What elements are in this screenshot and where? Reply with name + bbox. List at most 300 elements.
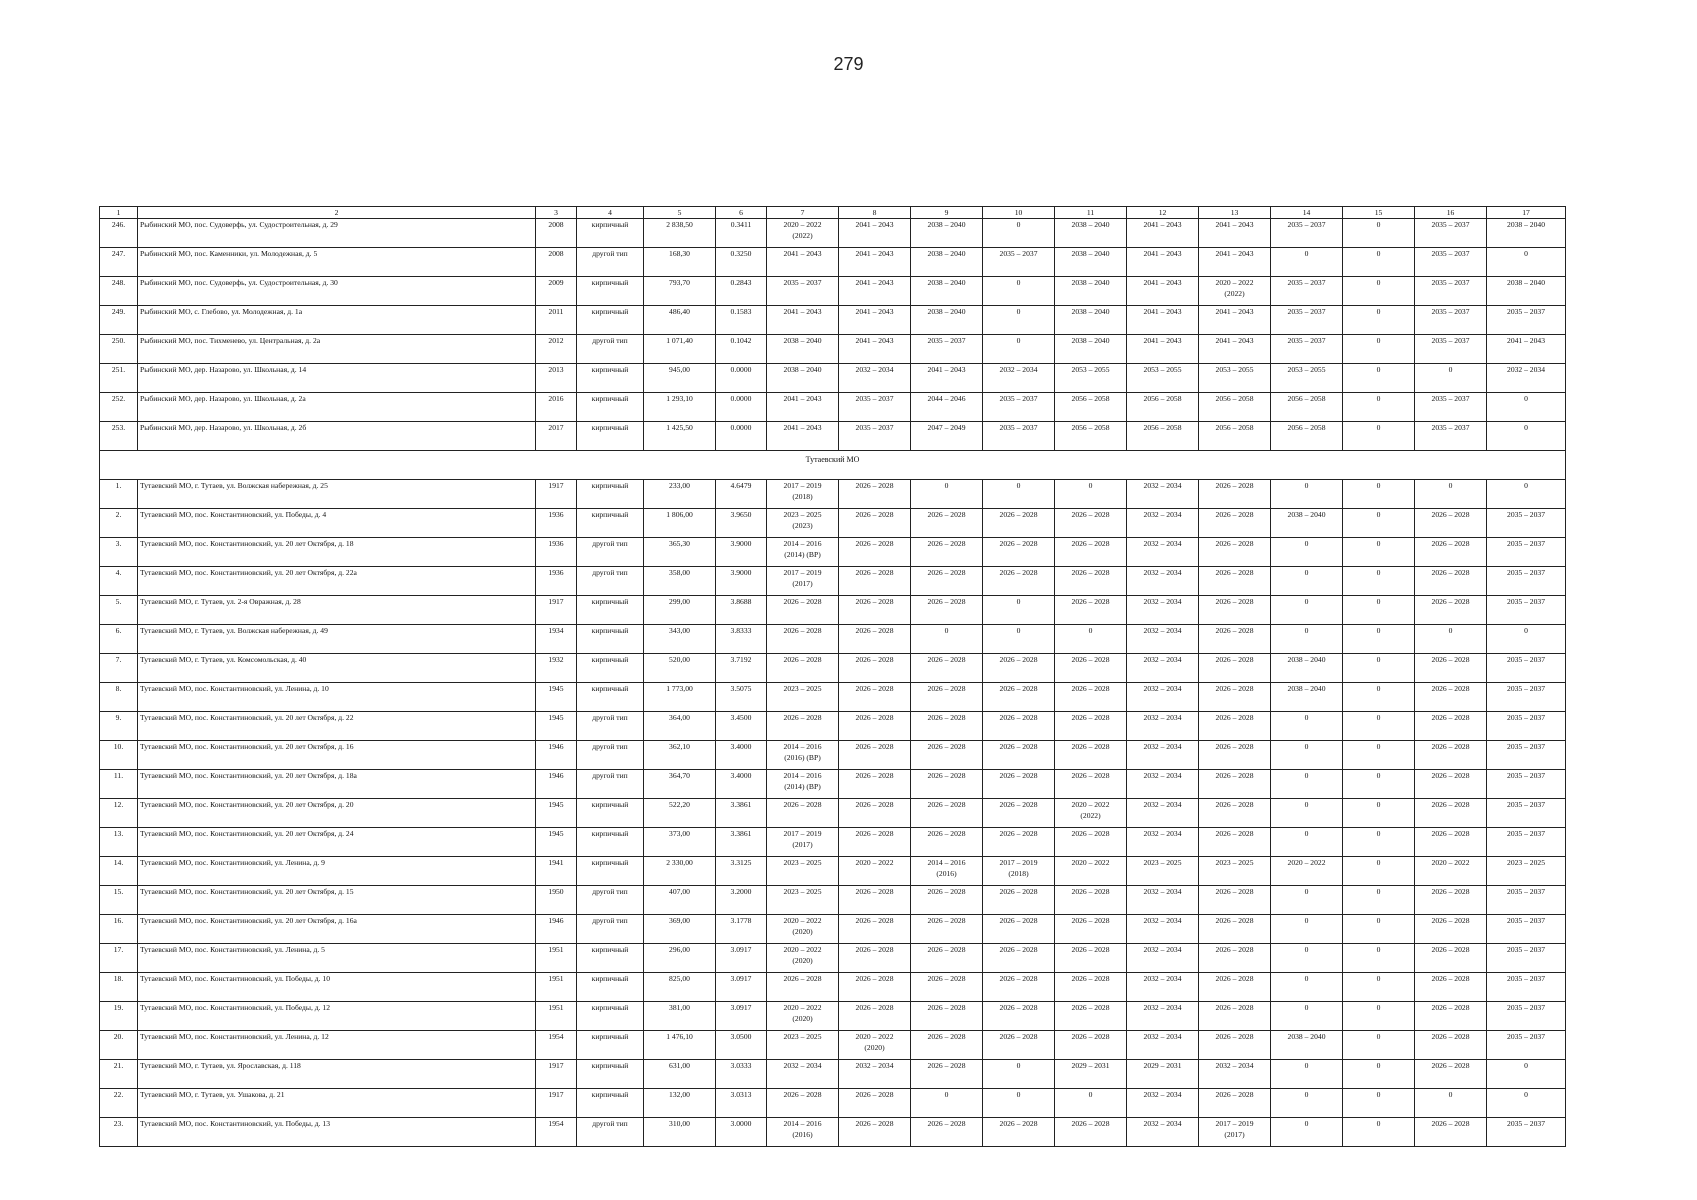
table-cell: 2026 – 2028 xyxy=(1415,741,1487,770)
table-cell: 2026 – 2028 xyxy=(839,944,911,973)
address-cell: Тутаевский МО, пос. Константиновский, ул. 20 лет Октября, д. 24 xyxy=(138,828,536,857)
table-cell: 0 xyxy=(1271,1089,1343,1118)
table-cell: 2026 – 2028 xyxy=(1055,973,1127,1002)
row-number: 9. xyxy=(100,712,138,741)
table-cell: 0 xyxy=(1343,625,1415,654)
table-cell: 2026 – 2028 xyxy=(1055,567,1127,596)
table-cell: 2041 – 2043 xyxy=(1127,306,1199,335)
table-cell: 2029 – 2031 xyxy=(1127,1060,1199,1089)
table-cell: 3.2000 xyxy=(716,886,767,915)
table-cell: 0 xyxy=(1415,1089,1487,1118)
table-cell: 0 xyxy=(1343,567,1415,596)
row-number: 3. xyxy=(100,538,138,567)
table-cell: 2017 – 2019 (2018) xyxy=(767,480,839,509)
table-cell: 1917 xyxy=(536,1060,577,1089)
table-row xyxy=(100,596,1566,625)
row-number: 16. xyxy=(100,915,138,944)
table-cell: 1936 xyxy=(536,509,577,538)
table-cell: 2026 – 2028 xyxy=(767,1089,839,1118)
table-cell: 3.0917 xyxy=(716,944,767,973)
table-cell: 2035 – 2037 xyxy=(1487,654,1566,683)
column-number: 1 xyxy=(100,207,138,219)
table-cell: 0 xyxy=(911,625,983,654)
table-cell: 2038 – 2040 xyxy=(1487,277,1566,306)
table-cell: 3.8333 xyxy=(716,625,767,654)
table-cell: 2038 – 2040 xyxy=(1487,219,1566,248)
table-cell: 0 xyxy=(1343,219,1415,248)
table-cell: другой тип xyxy=(577,770,644,799)
table-cell: 2026 – 2028 xyxy=(1415,1031,1487,1060)
table-cell: 2053 – 2055 xyxy=(1199,364,1271,393)
table-cell: 2026 – 2028 xyxy=(839,683,911,712)
address-cell: Тутаевский МО, г. Тутаев, ул. 2-я Овражная, д. 28 xyxy=(138,596,536,625)
row-number: 249. xyxy=(100,306,138,335)
table-cell: кирпичный xyxy=(577,277,644,306)
table-cell: 0 xyxy=(1415,625,1487,654)
row-number: 246. xyxy=(100,219,138,248)
table-cell: 1917 xyxy=(536,1089,577,1118)
table-cell: 2026 – 2028 xyxy=(1199,915,1271,944)
address-cell: Тутаевский МО, г. Тутаев, ул. Ушакова, д. 21 xyxy=(138,1089,536,1118)
table-cell: 1945 xyxy=(536,683,577,712)
address-cell: Тутаевский МО, г. Тутаев, ул. Комсомольская, д. 40 xyxy=(138,654,536,683)
table-cell: 2017 – 2019 (2017) xyxy=(767,567,839,596)
table-cell: 0 xyxy=(1055,625,1127,654)
table-cell: 0 xyxy=(1343,654,1415,683)
table-cell: 2032 – 2034 xyxy=(1127,712,1199,741)
address-cell: Рыбинский МО, пос. Судоверфь, ул. Судостроительная, д. 30 xyxy=(138,277,536,306)
table-cell: 2026 – 2028 xyxy=(911,770,983,799)
table-cell: 2026 – 2028 xyxy=(911,915,983,944)
table-cell: 2041 – 2043 xyxy=(1127,248,1199,277)
table-cell: 2032 – 2034 xyxy=(1127,828,1199,857)
table-cell: 2026 – 2028 xyxy=(1055,683,1127,712)
table-cell: 2026 – 2028 xyxy=(1199,741,1271,770)
table-cell: 2041 – 2043 xyxy=(767,248,839,277)
table-cell: 2026 – 2028 xyxy=(1055,596,1127,625)
table-cell: 2011 xyxy=(536,306,577,335)
table-cell: 2026 – 2028 xyxy=(983,567,1055,596)
table-cell: 0 xyxy=(1271,712,1343,741)
table-cell: 2026 – 2028 xyxy=(1055,770,1127,799)
table-cell: 2041 – 2043 xyxy=(1127,219,1199,248)
table-row xyxy=(100,886,1566,915)
table-cell: 2026 – 2028 xyxy=(1415,538,1487,567)
column-number: 4 xyxy=(577,207,644,219)
row-number: 11. xyxy=(100,770,138,799)
row-number: 13. xyxy=(100,828,138,857)
table-row xyxy=(100,567,1566,596)
table-cell: кирпичный xyxy=(577,1060,644,1089)
table-cell: 2056 – 2058 xyxy=(1199,393,1271,422)
table-cell: 2026 – 2028 xyxy=(1415,828,1487,857)
table-cell: 0 xyxy=(1271,799,1343,828)
table-cell: 2041 – 2043 xyxy=(767,393,839,422)
table-cell: 2038 – 2040 xyxy=(767,335,839,364)
table-cell: 0 xyxy=(1271,625,1343,654)
address-cell: Тутаевский МО, г. Тутаев, ул. Волжская набережная, д. 25 xyxy=(138,480,536,509)
table-cell: 2008 xyxy=(536,219,577,248)
table-row xyxy=(100,538,1566,567)
table-cell: 1 476,10 xyxy=(644,1031,716,1060)
table-cell: 2032 – 2034 xyxy=(839,364,911,393)
table-cell: 3.3861 xyxy=(716,828,767,857)
table-cell: 2026 – 2028 xyxy=(983,1031,1055,1060)
table-cell: 2038 – 2040 xyxy=(1055,248,1127,277)
table-cell: 343,00 xyxy=(644,625,716,654)
table-cell: 2017 xyxy=(536,422,577,451)
table-cell: 2032 – 2034 xyxy=(1127,886,1199,915)
table-cell: 3.9650 xyxy=(716,509,767,538)
table-cell: 0.2843 xyxy=(716,277,767,306)
column-number: 17 xyxy=(1487,207,1566,219)
row-number: 5. xyxy=(100,596,138,625)
table-cell: 2023 – 2025 xyxy=(767,857,839,886)
table-cell: другой тип xyxy=(577,741,644,770)
table-cell: 0 xyxy=(1415,364,1487,393)
table-cell: 2032 – 2034 xyxy=(1127,944,1199,973)
table-cell: 2020 – 2022 (2020) xyxy=(767,944,839,973)
address-cell: Тутаевский МО, пос. Константиновский, ул. 20 лет Октября, д. 18а xyxy=(138,770,536,799)
table-cell: 2035 – 2037 xyxy=(1487,306,1566,335)
table-cell: другой тип xyxy=(577,712,644,741)
table-row xyxy=(100,1118,1566,1147)
table-cell: 2023 – 2025 xyxy=(767,886,839,915)
table-cell: 2023 – 2025 xyxy=(1199,857,1271,886)
table-cell: 0 xyxy=(1343,538,1415,567)
row-number: 18. xyxy=(100,973,138,1002)
table-cell: 2035 – 2037 xyxy=(1271,306,1343,335)
table-cell: 2026 – 2028 xyxy=(1055,538,1127,567)
row-number: 250. xyxy=(100,335,138,364)
table-cell: 0 xyxy=(1487,248,1566,277)
column-number: 12 xyxy=(1127,207,1199,219)
table-cell: 1941 xyxy=(536,857,577,886)
address-cell: Рыбинский МО, пос. Каменники, ул. Молодежная, д. 5 xyxy=(138,248,536,277)
table-row xyxy=(100,915,1566,944)
table-cell: 3.9000 xyxy=(716,538,767,567)
table-cell: кирпичный xyxy=(577,393,644,422)
table-cell: 0 xyxy=(1271,915,1343,944)
table-cell: 2026 – 2028 xyxy=(767,654,839,683)
row-number: 22. xyxy=(100,1089,138,1118)
table-cell: 2035 – 2037 xyxy=(1487,915,1566,944)
table-row xyxy=(100,770,1566,799)
table-cell: 407,00 xyxy=(644,886,716,915)
column-number: 9 xyxy=(911,207,983,219)
table-cell: кирпичный xyxy=(577,654,644,683)
table-cell: 2026 – 2028 xyxy=(983,1118,1055,1147)
table-cell: 0 xyxy=(1343,306,1415,335)
table-cell: 2026 – 2028 xyxy=(1199,828,1271,857)
column-number: 13 xyxy=(1199,207,1271,219)
table-cell: 2026 – 2028 xyxy=(839,1089,911,1118)
row-number: 6. xyxy=(100,625,138,654)
table-cell: 2026 – 2028 xyxy=(1199,770,1271,799)
table-cell: 2026 – 2028 xyxy=(1199,973,1271,1002)
section-header-cell xyxy=(100,451,1566,480)
table-cell: 2017 – 2019 (2017) xyxy=(1199,1118,1271,1147)
table-cell: 2038 – 2040 xyxy=(1271,654,1343,683)
table-cell: 3.4000 xyxy=(716,770,767,799)
table-cell: 2026 – 2028 xyxy=(839,741,911,770)
row-number: 253. xyxy=(100,422,138,451)
column-number: 5 xyxy=(644,207,716,219)
table-cell: 2026 – 2028 xyxy=(1415,973,1487,1002)
table-cell: 2032 – 2034 xyxy=(767,1060,839,1089)
table-cell: 2041 – 2043 xyxy=(1487,335,1566,364)
table-cell: 2020 – 2022 xyxy=(1271,857,1343,886)
table-cell: 2032 – 2034 xyxy=(1127,1118,1199,1147)
table-cell: 2026 – 2028 xyxy=(1415,886,1487,915)
table-cell: 369,00 xyxy=(644,915,716,944)
table-cell: 2032 – 2034 xyxy=(1127,567,1199,596)
table-cell: 1945 xyxy=(536,828,577,857)
table-cell: 2041 – 2043 xyxy=(1127,277,1199,306)
table-cell: 0 xyxy=(983,625,1055,654)
table-cell: 0 xyxy=(1487,393,1566,422)
table-cell: 2023 – 2025 xyxy=(1487,857,1566,886)
table-cell: 2023 – 2025 (2023) xyxy=(767,509,839,538)
table-cell: 2026 – 2028 xyxy=(839,538,911,567)
table-cell: 2016 xyxy=(536,393,577,422)
table-cell: 0 xyxy=(1343,770,1415,799)
table-row xyxy=(100,625,1566,654)
table-cell: 2053 – 2055 xyxy=(1127,364,1199,393)
table-cell: 0 xyxy=(1343,335,1415,364)
table-cell: 0 xyxy=(1487,480,1566,509)
table-cell: 1 806,00 xyxy=(644,509,716,538)
table-cell: 2026 – 2028 xyxy=(1055,1118,1127,1147)
table-cell: 2026 – 2028 xyxy=(1055,944,1127,973)
table-cell: 3.8688 xyxy=(716,596,767,625)
table-cell: 0.1042 xyxy=(716,335,767,364)
table-cell: 2026 – 2028 xyxy=(911,886,983,915)
table-cell: 299,00 xyxy=(644,596,716,625)
table-row xyxy=(100,1031,1566,1060)
row-number: 15. xyxy=(100,886,138,915)
table-cell: 2026 – 2028 xyxy=(983,683,1055,712)
table-cell: 2038 – 2040 xyxy=(1271,509,1343,538)
table-cell: 1945 xyxy=(536,799,577,828)
table-cell: 2032 – 2034 xyxy=(1127,538,1199,567)
table-cell: 2026 – 2028 xyxy=(911,741,983,770)
table-row xyxy=(100,248,1566,277)
table-cell: 2020 – 2022 (2022) xyxy=(1055,799,1127,828)
table-cell: 2041 – 2043 xyxy=(1199,219,1271,248)
page-number: 279 xyxy=(833,54,864,74)
table-cell: 364,70 xyxy=(644,770,716,799)
row-number: 21. xyxy=(100,1060,138,1089)
table-cell: 381,00 xyxy=(644,1002,716,1031)
table-cell: 0 xyxy=(1343,683,1415,712)
table-cell: 2026 – 2028 xyxy=(911,973,983,1002)
table-cell: 2032 – 2034 xyxy=(1127,741,1199,770)
table-body xyxy=(100,207,1566,1147)
address-cell: Тутаевский МО, пос. Константиновский, ул. Победы, д. 10 xyxy=(138,973,536,1002)
table-cell: 2035 – 2037 xyxy=(1487,1118,1566,1147)
table-cell: 0 xyxy=(1271,538,1343,567)
table-cell: 0 xyxy=(1487,422,1566,451)
table-cell: 2020 – 2022 xyxy=(839,857,911,886)
table-row xyxy=(100,277,1566,306)
address-cell: Рыбинский МО, дер. Назарово, ул. Школьная, д. 2а xyxy=(138,393,536,422)
table-cell: 2035 – 2037 xyxy=(911,335,983,364)
table-cell: 2026 – 2028 xyxy=(1415,712,1487,741)
table-cell: 1936 xyxy=(536,538,577,567)
table-cell: 0 xyxy=(1055,1089,1127,1118)
address-cell: Тутаевский МО, пос. Константиновский, ул. 20 лет Октября, д. 16а xyxy=(138,915,536,944)
row-number: 248. xyxy=(100,277,138,306)
table-cell: 3.9000 xyxy=(716,567,767,596)
column-number: 16 xyxy=(1415,207,1487,219)
table-cell: 2056 – 2058 xyxy=(1271,422,1343,451)
table-cell: 2032 – 2034 xyxy=(1487,364,1566,393)
table-cell: 2041 – 2043 xyxy=(839,306,911,335)
table-cell: 2035 – 2037 xyxy=(1487,973,1566,1002)
row-number: 7. xyxy=(100,654,138,683)
table-cell: 0.0000 xyxy=(716,422,767,451)
row-number: 4. xyxy=(100,567,138,596)
table-cell: 2026 – 2028 xyxy=(839,625,911,654)
table-cell: 2020 – 2022 (2020) xyxy=(767,1002,839,1031)
table-cell: 2026 – 2028 xyxy=(1055,886,1127,915)
table-cell: 1946 xyxy=(536,915,577,944)
section-title: Тутаевский МО xyxy=(805,454,860,464)
table-cell: 0 xyxy=(911,480,983,509)
table-cell: другой тип xyxy=(577,538,644,567)
row-number: 20. xyxy=(100,1031,138,1060)
table-cell: другой тип xyxy=(577,248,644,277)
address-cell: Рыбинский МО, пос. Тихменево, ул. Центральная, д. 2а xyxy=(138,335,536,364)
table-cell: кирпичный xyxy=(577,857,644,886)
table-cell: 2026 – 2028 xyxy=(1415,915,1487,944)
table-cell: 3.0917 xyxy=(716,1002,767,1031)
table-cell: 2026 – 2028 xyxy=(1199,538,1271,567)
table-row xyxy=(100,509,1566,538)
table-cell: 2026 – 2028 xyxy=(839,509,911,538)
table-cell: 2035 – 2037 xyxy=(1487,596,1566,625)
table-cell: 2026 – 2028 xyxy=(839,480,911,509)
table-cell: другой тип xyxy=(577,335,644,364)
table-cell: 2026 – 2028 xyxy=(983,828,1055,857)
table-cell: 4.6479 xyxy=(716,480,767,509)
table-cell: 2035 – 2037 xyxy=(839,422,911,451)
table-cell: 0 xyxy=(1271,944,1343,973)
table-cell: 2020 – 2022 (2020) xyxy=(839,1031,911,1060)
table-cell: 3.4500 xyxy=(716,712,767,741)
table-cell: 2047 – 2049 xyxy=(911,422,983,451)
table-cell: 0.3411 xyxy=(716,219,767,248)
table-cell: 522,20 xyxy=(644,799,716,828)
row-number: 1. xyxy=(100,480,138,509)
table-cell: 2026 – 2028 xyxy=(983,886,1055,915)
table-cell: 0 xyxy=(1271,828,1343,857)
table-cell: 0 xyxy=(1271,480,1343,509)
table-cell: 793,70 xyxy=(644,277,716,306)
table-cell: 2032 – 2034 xyxy=(1127,799,1199,828)
table-cell: 1917 xyxy=(536,480,577,509)
table-cell: 0 xyxy=(1271,1118,1343,1147)
table-row xyxy=(100,654,1566,683)
table-cell: 2032 – 2034 xyxy=(1127,654,1199,683)
table-cell: 2035 – 2037 xyxy=(1487,509,1566,538)
table-cell: 2 330,00 xyxy=(644,857,716,886)
table-cell: кирпичный xyxy=(577,509,644,538)
table-cell: 2026 – 2028 xyxy=(911,799,983,828)
table-cell: 3.5075 xyxy=(716,683,767,712)
table-cell: 0 xyxy=(1343,1031,1415,1060)
address-cell: Рыбинский МО, дер. Назарово, ул. Школьная, д. 2б xyxy=(138,422,536,451)
table-cell: 0 xyxy=(1271,1060,1343,1089)
table-cell: 2026 – 2028 xyxy=(839,770,911,799)
table-cell: 2026 – 2028 xyxy=(1199,799,1271,828)
table-cell: 2032 – 2034 xyxy=(1127,480,1199,509)
table-cell: 1951 xyxy=(536,944,577,973)
row-number: 2. xyxy=(100,509,138,538)
table-cell: 0.1583 xyxy=(716,306,767,335)
table-cell: 2056 – 2058 xyxy=(1199,422,1271,451)
table-cell: 2026 – 2028 xyxy=(1055,509,1127,538)
table-cell: 358,00 xyxy=(644,567,716,596)
table-cell: 2026 – 2028 xyxy=(839,654,911,683)
table-cell: 2056 – 2058 xyxy=(1055,393,1127,422)
housing-register-table xyxy=(99,206,1566,1147)
table-cell: 0.0000 xyxy=(716,393,767,422)
table-cell: 3.0000 xyxy=(716,1118,767,1147)
table-cell: 2056 – 2058 xyxy=(1127,422,1199,451)
table-cell: 2038 – 2040 xyxy=(911,306,983,335)
column-number: 3 xyxy=(536,207,577,219)
row-number: 10. xyxy=(100,741,138,770)
table-row xyxy=(100,1060,1566,1089)
table-cell: 2017 – 2019 (2017) xyxy=(767,828,839,857)
table-cell: другой тип xyxy=(577,915,644,944)
section-header-row xyxy=(100,451,1566,480)
table-cell: 2026 – 2028 xyxy=(1199,886,1271,915)
table-cell: 2032 – 2034 xyxy=(1127,1089,1199,1118)
table-cell: 2041 – 2043 xyxy=(839,277,911,306)
table-cell: 2026 – 2028 xyxy=(911,1118,983,1147)
table-cell: кирпичный xyxy=(577,625,644,654)
table-cell: 2026 – 2028 xyxy=(839,915,911,944)
table-cell: 2026 – 2028 xyxy=(1199,683,1271,712)
table-cell: 233,00 xyxy=(644,480,716,509)
table-cell: 2035 – 2037 xyxy=(1271,219,1343,248)
table-cell: 2035 – 2037 xyxy=(1487,567,1566,596)
table-cell: 2026 – 2028 xyxy=(1199,596,1271,625)
table-cell: 2026 – 2028 xyxy=(1199,509,1271,538)
table-cell: 1954 xyxy=(536,1118,577,1147)
table-cell: 2026 – 2028 xyxy=(839,828,911,857)
table-cell: 1 071,40 xyxy=(644,335,716,364)
table-cell: 2032 – 2034 xyxy=(1127,683,1199,712)
table-cell: 2032 – 2034 xyxy=(1127,625,1199,654)
table-cell: 2038 – 2040 xyxy=(1055,335,1127,364)
table-cell: 364,00 xyxy=(644,712,716,741)
table-cell: 2026 – 2028 xyxy=(1199,625,1271,654)
row-number: 19. xyxy=(100,1002,138,1031)
table-cell: 2053 – 2055 xyxy=(1055,364,1127,393)
row-number: 17. xyxy=(100,944,138,973)
table-cell: 0 xyxy=(1343,712,1415,741)
table-cell: кирпичный xyxy=(577,219,644,248)
table-row xyxy=(100,393,1566,422)
table-cell: 2032 – 2034 xyxy=(1127,915,1199,944)
table-row xyxy=(100,944,1566,973)
table-cell: 2026 – 2028 xyxy=(1199,480,1271,509)
table-cell: 2026 – 2028 xyxy=(839,712,911,741)
